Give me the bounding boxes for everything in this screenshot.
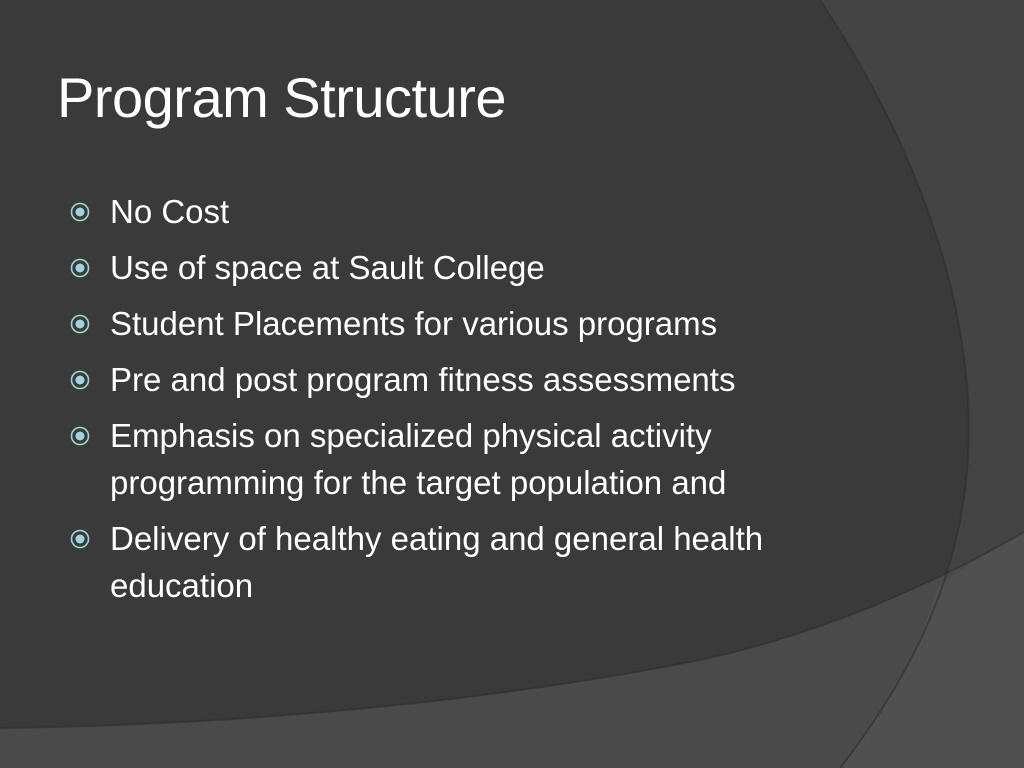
slide-title: Program Structure: [57, 66, 506, 129]
bullet-text: Delivery of healthy eating and general health education: [110, 520, 764, 604]
bullet-text: Use of space at Sault College: [110, 249, 545, 286]
circle-bullet-icon: [70, 258, 90, 278]
circle-bullet-icon: [70, 529, 90, 549]
circle-bullet-icon: [70, 202, 90, 222]
circle-bullet-icon: [70, 370, 90, 390]
list-item: [70, 244, 900, 291]
circle-bullet-icon: [70, 426, 90, 446]
bullet-list: [70, 188, 900, 618]
list-item: [70, 188, 900, 235]
list-item: [70, 515, 900, 609]
bullet-text: Student Placements for various programs: [110, 305, 718, 342]
bullet-text: Pre and post program fitness assessments: [110, 361, 736, 398]
list-item: [70, 300, 900, 347]
list-item: [70, 412, 900, 506]
list-item: [70, 356, 900, 403]
bullet-text: Emphasis on specialized physical activity programming for the target population and: [110, 417, 727, 501]
circle-bullet-icon: [70, 314, 90, 334]
bullet-text: No Cost: [110, 193, 230, 230]
